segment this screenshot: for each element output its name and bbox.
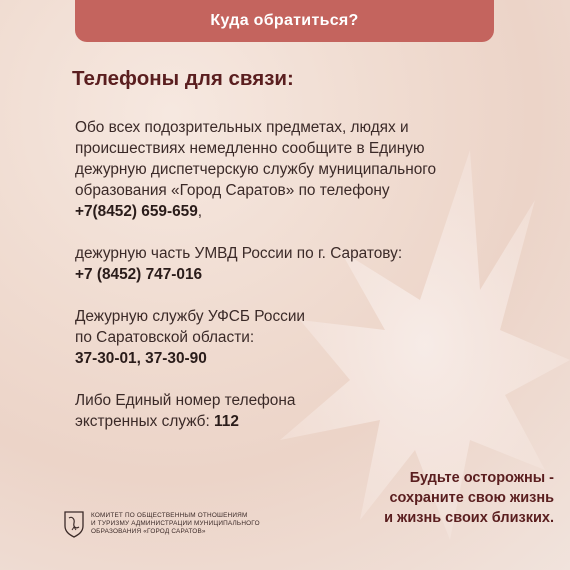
text-line: происшествиях немедленно сообщите в Единую xyxy=(75,140,425,157)
text-prefix: экстренных служб: xyxy=(75,413,215,430)
phone-number[interactable]: +7(8452) 659-659 xyxy=(75,203,198,220)
organization-name xyxy=(91,512,260,535)
org-line: ОБРАЗОВАНИЯ «ГОРОД САРАТОВ» xyxy=(91,527,206,535)
text-line: по Саратовской области: xyxy=(75,329,255,346)
text-line: образования «Город Саратов» по телефону xyxy=(75,182,390,199)
text-line: Обо всех подозрительных предметах, людях и xyxy=(75,119,409,136)
text-line: Либо Единый номер телефона xyxy=(75,392,296,409)
warning-line: сохраните свою жизнь xyxy=(389,490,554,506)
phone-number[interactable]: 37-30-01, 37-30-90 xyxy=(75,350,207,367)
phone-number[interactable]: +7 (8452) 747-016 xyxy=(75,266,203,283)
contact-block-emergency xyxy=(75,390,505,432)
header-title: Куда обратиться? xyxy=(210,12,359,29)
warning-line: и жизнь своих близких. xyxy=(384,510,554,526)
saratov-coat-of-arms-icon xyxy=(63,510,85,538)
punctuation: , xyxy=(197,203,203,220)
phone-number[interactable]: 112 xyxy=(214,413,239,430)
contact-block-edds xyxy=(75,117,505,222)
text-line: дежурную часть УМВД России по г. Саратову: xyxy=(75,245,403,262)
header-banner xyxy=(75,0,494,42)
contact-block-umvd xyxy=(75,243,505,285)
footer-organization xyxy=(63,510,260,538)
org-line: И ТУРИЗМУ АДМИНИСТРАЦИИ МУНИЦИПАЛЬНОГО xyxy=(91,520,260,528)
text-line: дежурную диспетчерскую службу муниципального xyxy=(75,161,437,178)
contact-list xyxy=(75,117,505,453)
org-line: КОМИТЕТ ПО ОБЩЕСТВЕННЫМ ОТНОШЕНИЯМ xyxy=(91,512,248,520)
section-title: Телефоны для связи: xyxy=(72,67,294,90)
text-line: Дежурную службу УФСБ России xyxy=(75,308,306,325)
warning-message xyxy=(384,468,554,528)
warning-line: Будьте осторожны - xyxy=(409,470,554,486)
contact-block-ufsb xyxy=(75,306,505,369)
